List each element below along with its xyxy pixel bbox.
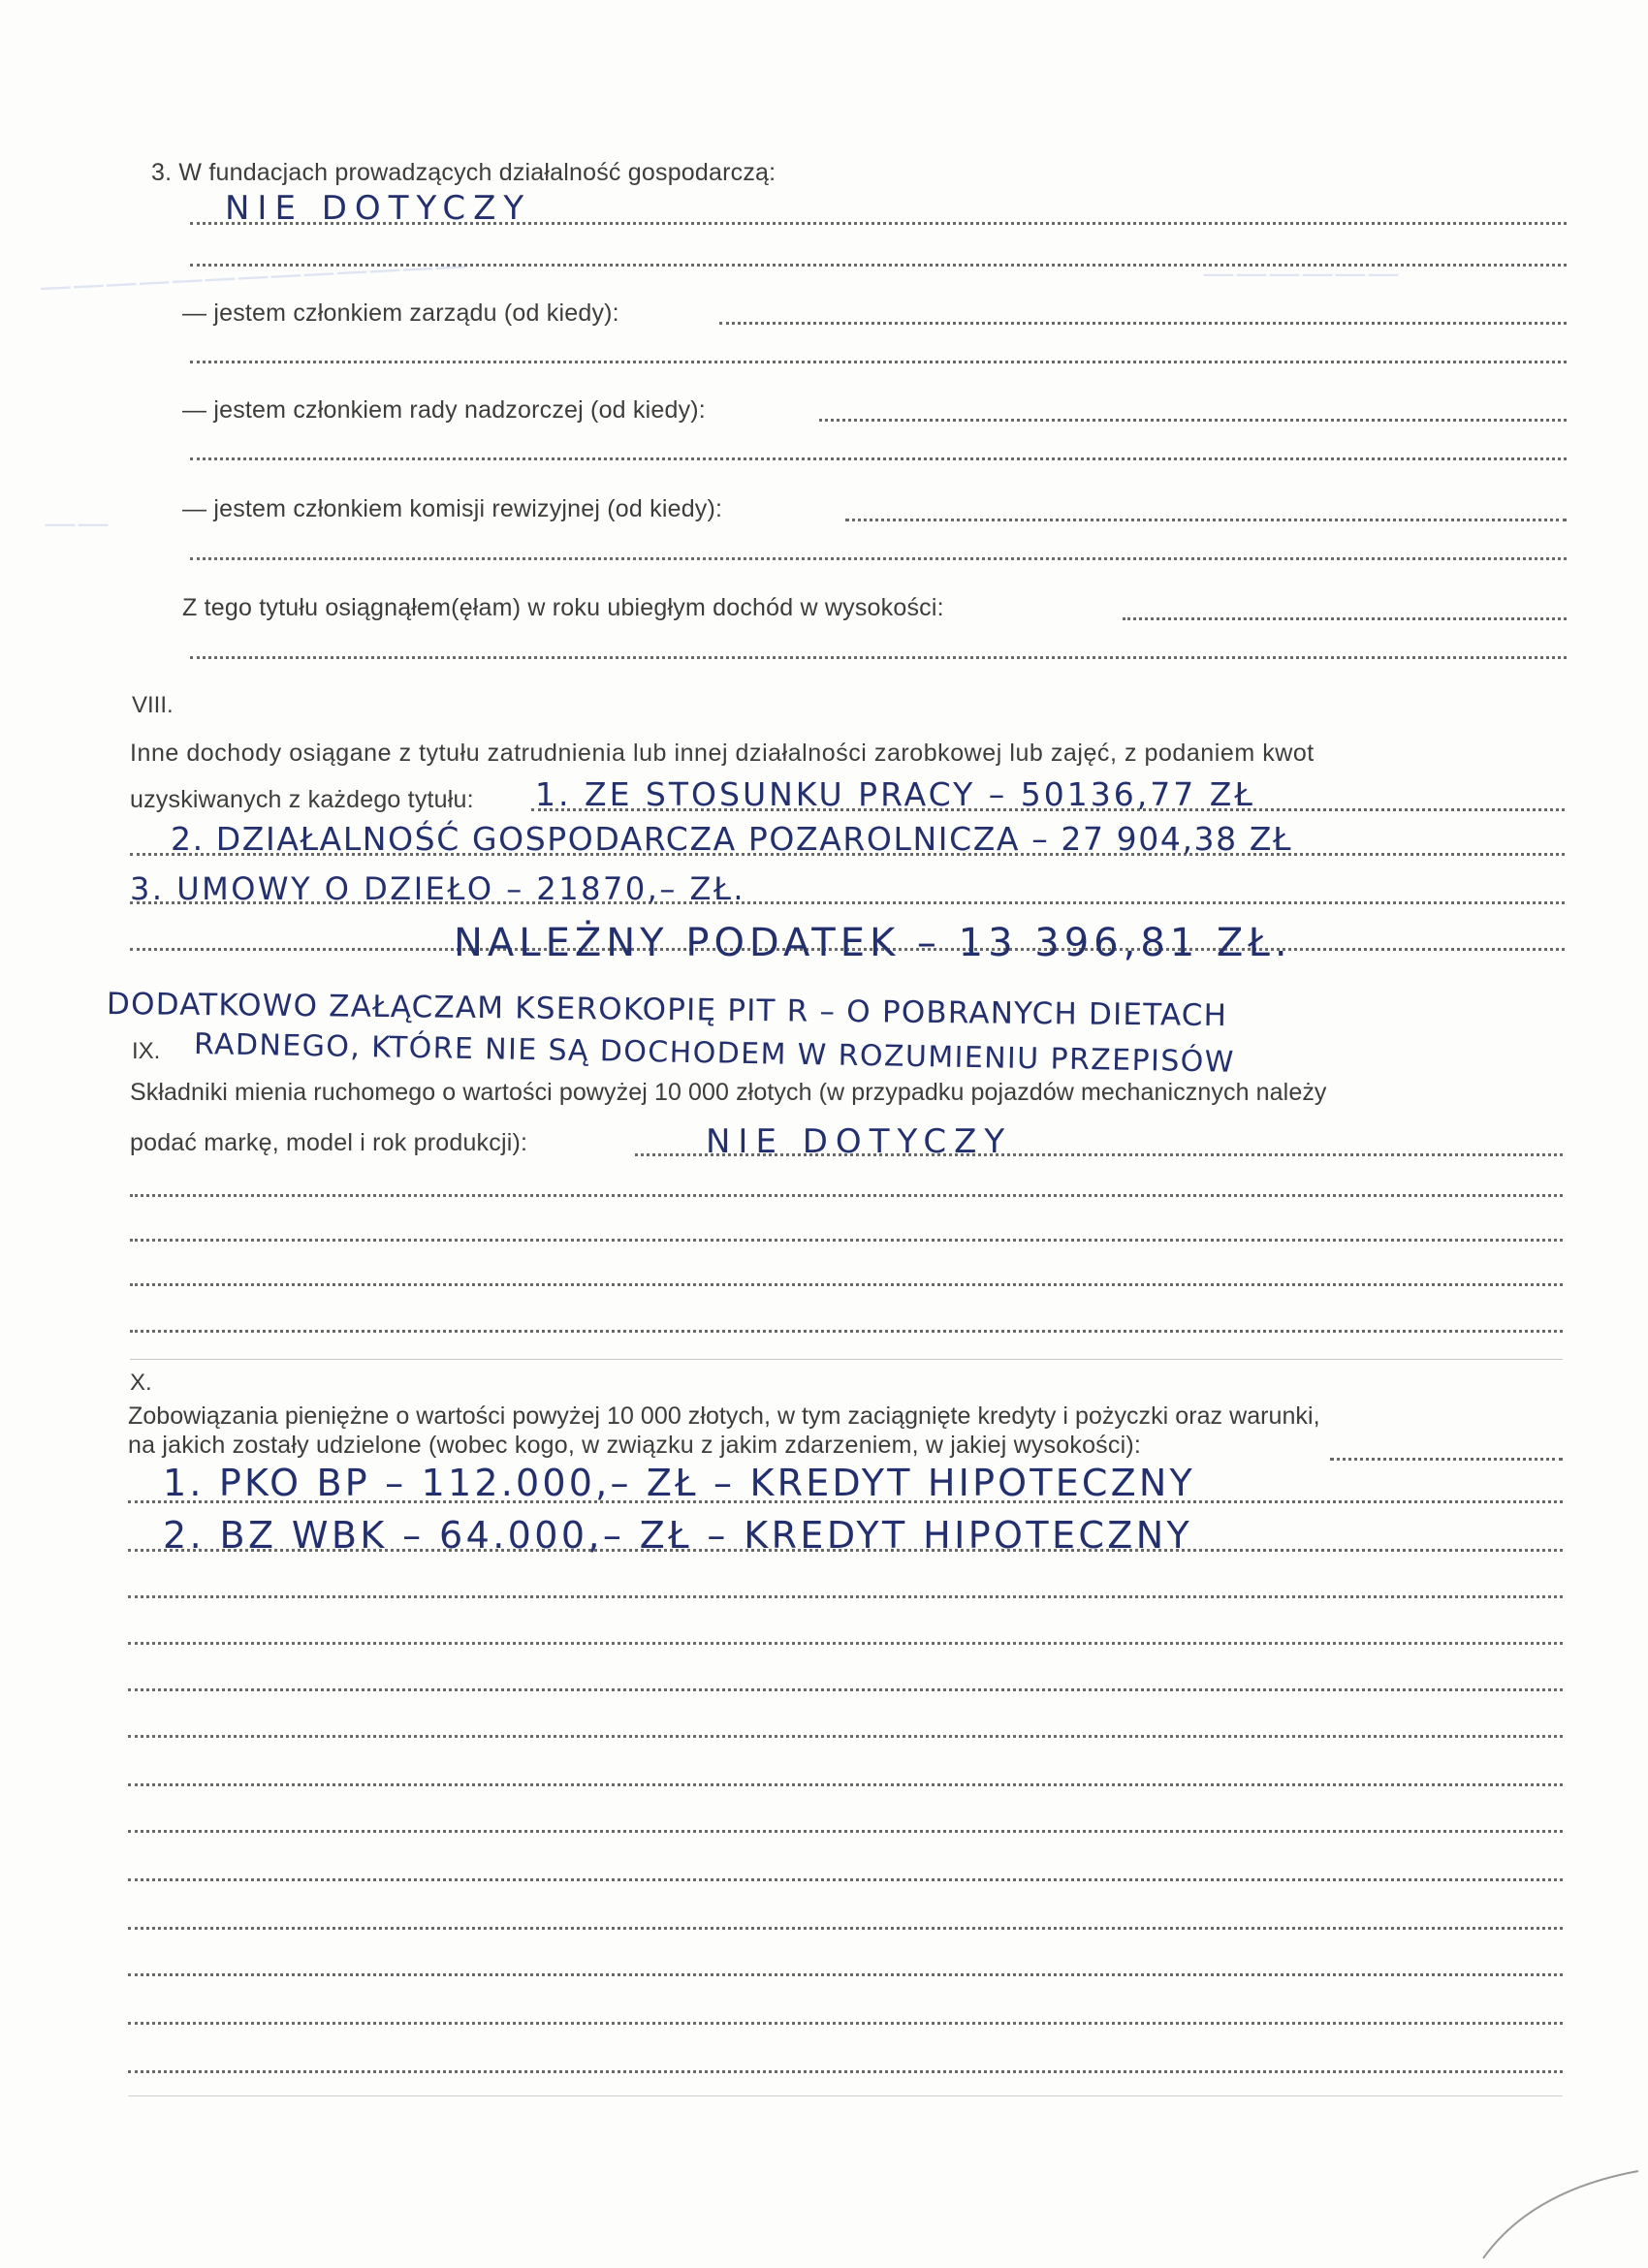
section-ix-line xyxy=(130,1283,1563,1286)
handwritten-income-1: 1. ZE STOSUNKU PRACY – 50136,77 ZŁ xyxy=(535,775,1255,813)
page-corner-curl xyxy=(1474,2132,1648,2268)
section-x-line xyxy=(128,1735,1563,1738)
handwritten-note-line1: DODATKOWO ZAŁĄCZAM KSEROKOPIĘ PIT R – O POBRANYCH DIETACH xyxy=(106,987,1228,1034)
section-x-line xyxy=(128,1688,1563,1691)
section-ix-line xyxy=(130,1359,1563,1360)
answer-line xyxy=(190,264,1567,267)
section-ix-line xyxy=(130,1239,1563,1242)
supervisory-board-line xyxy=(819,419,1567,422)
section-ix-line xyxy=(130,1330,1563,1333)
board-member-line xyxy=(190,361,1567,363)
section-ix-number: IX. xyxy=(132,1038,161,1064)
section-viii-text-line1: Inne dochody osiągane z tytułu zatrudnienia lub innej działalności zarobkowej lub zajęć, z podaniem kwot xyxy=(130,740,1315,767)
section-x-line xyxy=(128,2095,1563,2096)
board-member-label: — jestem członkiem zarządu (od kiedy): xyxy=(182,299,619,327)
section-x-text-line2: na jakich zostały udzielone (wobec kogo, w związku z jakim zdarzeniem, w jakiej wysokości): xyxy=(128,1432,1141,1459)
audit-committee-label: — jestem członkiem komisji rewizyjnej (od kiedy): xyxy=(182,495,723,522)
section-x-line xyxy=(128,2022,1563,2025)
section-x-line xyxy=(128,1642,1563,1645)
handwritten-answer: NIE DOTYCZY xyxy=(225,189,532,228)
section-x-line xyxy=(128,2070,1563,2073)
audit-committee-line xyxy=(845,519,1567,521)
board-member-line xyxy=(719,322,1567,325)
supervisory-board-line xyxy=(190,457,1567,460)
audit-committee-line xyxy=(190,557,1567,560)
income-label: Z tego tytułu osiągnąłem(ęłam) w roku ubiegłym dochód w wysokości: xyxy=(182,594,944,621)
handwritten-answer: NIE DOTYCZY xyxy=(706,1122,1013,1161)
section-x-line xyxy=(1330,1458,1563,1461)
bleed-through-mark: —————— xyxy=(1202,254,1400,293)
handwritten-income-2: 2. DZIAŁALNOŚĆ GOSPODARCZA POZAROLNICZA – 27 904,38 ZŁ xyxy=(171,820,1293,858)
fundacje-heading: 3. W fundacjach prowadzących działalność gospodarczą: xyxy=(151,159,776,186)
handwritten-income-3: 3. UMOWY O DZIEŁO – 21870,– ZŁ. xyxy=(130,870,746,907)
section-x-text-line1: Zobowiązania pieniężne o wartości powyżej 10 000 złotych, w tym zaciągnięte kredyty i pożyczki oraz warunki, xyxy=(128,1402,1320,1430)
section-x-line xyxy=(128,1830,1563,1833)
supervisory-board-label: — jestem członkiem rady nadzorczej (od kiedy): xyxy=(182,396,706,424)
handwritten-note-line2: RADNEGO, KTÓRE NIE SĄ DOCHODEM W ROZUMIENIU PRZEPISÓW xyxy=(193,1027,1236,1080)
income-line xyxy=(190,656,1567,659)
section-ix-text-line2: podać markę, model i rok produkcji): xyxy=(130,1129,528,1156)
section-ix-text-line1: Składniki mienia ruchomego o wartości powyżej 10 000 złotych (w przypadku pojazdów mechanicznych należy xyxy=(130,1079,1327,1106)
bleed-through-mark: ————————————— xyxy=(38,245,468,307)
section-x-line xyxy=(128,1783,1563,1786)
handwritten-liability-2: 2. BZ WBK – 64.000,– ZŁ – KREDYT HIPOTECZNY xyxy=(163,1514,1193,1557)
section-ix-line xyxy=(130,1194,1563,1197)
section-x-number: X. xyxy=(130,1370,152,1396)
section-viii-number: VIII. xyxy=(132,692,174,718)
income-line xyxy=(1123,617,1567,620)
section-x-line xyxy=(128,1878,1563,1881)
handwritten-tax: NALEŻNY PODATEK – 13 396,81 ZŁ. xyxy=(454,921,1292,965)
section-x-line xyxy=(128,1595,1563,1598)
handwritten-liability-1: 1. PKO BP – 112.000,– ZŁ – KREDYT HIPOTECZNY xyxy=(163,1462,1195,1504)
section-x-line xyxy=(128,1973,1563,1976)
section-x-line xyxy=(128,1927,1563,1930)
section-viii-text-line2: uzyskiwanych z każdego tytułu: xyxy=(130,786,474,813)
bleed-through-mark: —— xyxy=(44,504,110,543)
